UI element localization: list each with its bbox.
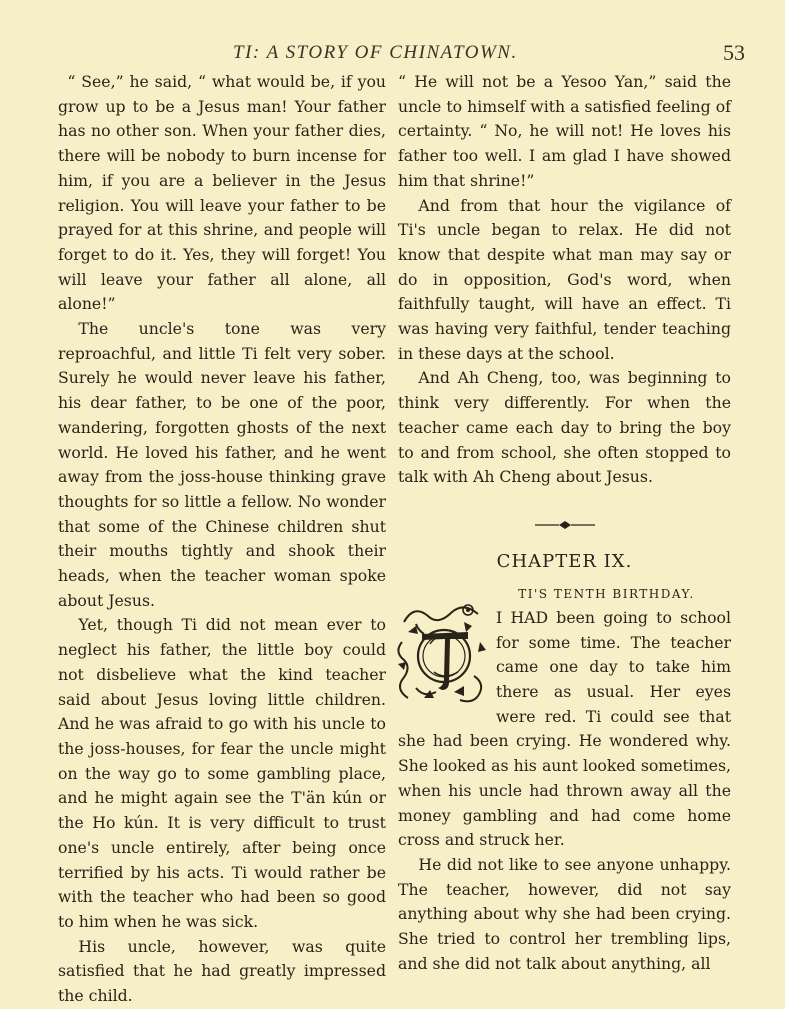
right-column [398,70,731,977]
running-title: TI: A STORY OF CHINATOWN. [233,42,518,63]
chapter-opening [398,606,731,853]
chapter-opening-paragraph: I HAD been going to school for some time. The teacher came one day to take him there as usual. Her eyes were red. Ti could see that she had been crying. He wondered why. She looked as his aunt looked sometimes, when his uncle had thrown away all the money gambling and had come home cross and struck her. [398,607,731,850]
paragraph: The uncle's tone was very reproachful, and little Ti felt very sober. Surely he would never leave his father, his dear father, to be one of the poor, wandering, forgotten ghosts of the next world. He loved his father, and he went away from the joss-house thinking grave thoughts for so little a fellow. No wonder that some of the Chinese children shut their mouths tightly and shook their heads, when the teacher woman spoke about Jesus. [58,319,386,610]
paragraph: Yet, though Ti did not mean ever to neglect his father, the little boy could not disbelieve what the kind teacher said about Jesus loving little children. And he was afraid to go with his uncle to the joss-houses, for fear the uncle might on the way go to some gambling place, and he might again see the T'än kún or the Ho kún. It is very difficult to trust one's uncle entirely, after being once terrified by his acts. Ti would rather be with the teacher who had been so good to him when he was sick. [58,615,386,931]
paragraph: He did not like to see anyone unhappy. The teacher, however, did not say anything about why she had been crying. She tried to control her trembling lips, and she did not talk about anything, all [398,854,731,973]
paragraph: “ He will not be a Yesoo Yan,” said the uncle to himself with a satisfied feeling of certainty. “ No, he will not! He loves his father too well. I am glad I have showed him that shrine!” [398,72,731,190]
left-column [58,70,386,1009]
chapter-subtitle: TI'S TENTH BIRTHDAY. [518,586,695,601]
running-head [0,42,785,68]
paragraph: “ See,” he said, “ what would be, if you grow up to be a Jesus man! Your father has no other son. When your father dies, there will be nobody to burn incense for him, if you are a believer in the Jesus religion. You will leave your father to be prayed for at this shrine, and people will forget to do it. Yes, they will forget! You will leave your father all alone, all alone!” [58,72,386,314]
page-number: 53 [723,40,745,65]
paragraph: His uncle, however, was quite satisfied that he had greatly impressed the child. [58,936,386,1006]
divider-ornament-icon [533,519,597,531]
ornamental-divider [398,514,731,538]
ornamental-drop-cap [394,602,490,706]
chapter-heading: CHAPTER IX. [496,550,633,572]
paragraph: And Ah Cheng, too, was beginning to think very differently. For when the teacher came each day to bring the boy to and from school, she often stopped to talk with Ah Cheng about Jesus. [398,368,731,487]
paragraph: And from that hour the vigilance of Ti's uncle began to relax. He did not know that despite what man may say or do in opposition, God's word, when faithfully taught, will have an effect. Ti was having very faithful, tender teaching in these days at the school. [398,195,731,363]
